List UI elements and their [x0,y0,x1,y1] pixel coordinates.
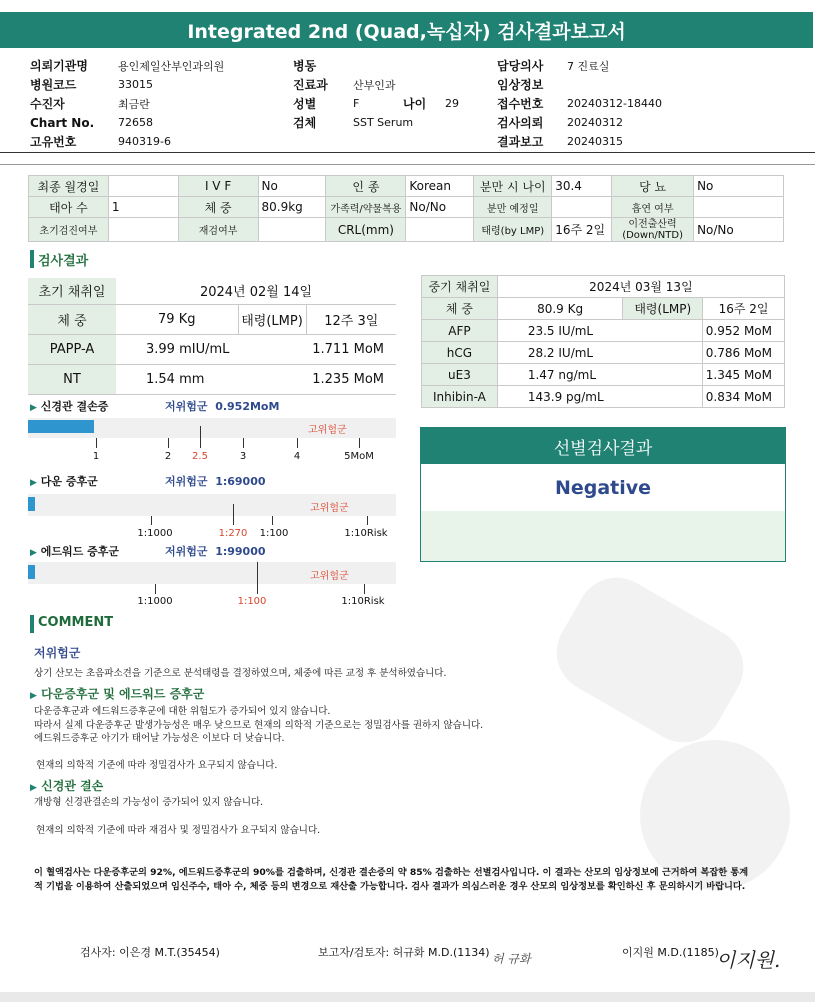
cell-value: 30.4 [552,176,612,197]
high-risk-label: 고위험군 [308,425,347,436]
page-bottom-strip [0,992,815,1002]
cell-label: 체 중 [28,304,116,334]
down-title-text: 다운증후군 및 에드워드 증후군 [41,687,205,701]
cell-value [108,218,178,242]
cell-value: 16주 2일 [703,298,785,320]
cell-value: 79 Kg [116,304,238,334]
cell-label: 태령(by LMP) [474,218,552,242]
cell-value: 12주 3일 [306,304,396,334]
cell-value: No/No [694,218,784,242]
risk-number: 0.952MoM [215,400,280,413]
cell-value: 1.711 MoM [306,334,396,364]
cell-label: 분만 시 나이 [474,176,552,197]
tick-mark [257,562,258,594]
tick-label-cutoff: 2.5 [192,451,208,462]
table-row [28,304,396,334]
header-label: 고유번호 [30,135,77,149]
header-col2 [293,56,493,132]
cell-value: 16주 2일 [552,218,612,242]
header-value: 20240312 [567,116,623,129]
risk-number: 1:99000 [215,545,266,558]
cell-value: 80.9kg [258,197,326,218]
table-row [29,197,784,218]
age-label: 나이 [403,97,427,111]
header-divider [0,164,815,165]
tick-label: 5MoM [344,451,374,462]
ntd-title-text: 신경관 결손 [41,779,104,793]
risk-track-edward [28,562,396,584]
cell-label: 초기검진여부 [29,218,109,242]
ntd-text [34,796,320,837]
triangle-icon: ▶ [30,403,37,413]
header-col3 [497,56,797,151]
comment-title: COMMENT [38,615,114,630]
risk-header-down [30,473,98,489]
risk-header-edward [30,543,119,559]
cell-value: 0.952 MoM [703,320,785,342]
tick-label-cutoff: 1:100 [237,596,267,607]
comment-line: 에드워드증후군 아기가 태어날 가능성은 이보다 더 낮습니다. [34,733,285,744]
comment-line: 현재의 의학적 기준에 따라 재검사 및 정밀검사가 요구되지 않습니다. [36,824,321,836]
tester-signature: 검사자: 이은경 M.T.(35454) [80,946,220,959]
early-result-table [28,278,396,395]
tick-label: 3 [239,451,247,462]
header-value: 산부인과 [353,78,396,92]
cell-value: No/No [406,197,474,218]
tick-mark [272,516,273,525]
tick-mark [233,504,234,525]
comment-line: 다운증후군과 에드워드증후군에 대한 위험도가 증가되어 있지 않습니다. [34,706,331,717]
cell-label: 태령(LMP) [238,304,306,334]
table-row [29,176,784,197]
cell-label: 체 중 [422,298,498,320]
header-value: 72658 [118,116,153,129]
header-value: 20240312-18440 [567,97,662,110]
cell-value: Korean [406,176,474,197]
cell-value: 23.5 IU/mL [497,320,702,342]
section-marker [30,250,34,268]
section-title: 검사결과 [38,254,89,269]
tick-mark [297,438,298,448]
ntd-title [30,777,103,794]
header-label: Chart No. [30,115,95,130]
screening-title: 선별검사결과 [421,428,785,464]
cell-label: 이전출산력 (Down/NTD) [612,218,694,242]
tick-mark [367,516,368,525]
risk-fill-edward [28,565,35,579]
header-label: 임상정보 [497,78,544,92]
tick-mark [364,584,365,594]
cell-value [552,197,612,218]
header-label: 진료과 [293,78,328,92]
tick-mark [243,438,244,448]
risk-label: 저위험군 [165,545,208,558]
low-risk-text: 상기 산모는 초음파소견을 기준으로 분석태령을 결정하였으며, 체중에 따른 교정 후 분석하였습니다. [34,668,447,679]
risk-fill-ntd [28,420,94,433]
header-value: 용인제일산부인과의원 [118,59,225,73]
risk-fill-down [28,497,35,511]
high-risk-label: 고위험군 [310,503,349,514]
header-col1 [30,56,290,151]
risk-value-ntd [165,398,279,414]
cell-label: PAPP-A [28,334,116,364]
reviewer-handwritten-sign: 허 규화 [492,952,531,966]
tick-mark [200,426,201,448]
cell-label: 체 중 [178,197,258,218]
header-label: 병동 [293,59,317,73]
table-row [422,298,785,320]
screening-result: Negative [554,476,652,499]
cell-value: 0.834 MoM [703,386,785,408]
cell-label: NT [28,364,116,394]
tick-mark [155,584,156,594]
cell-label: 가족력/약물복용 [326,197,406,218]
footnote-line: 이 혈액검사는 다운증후군의 92%, 에드워드증후군의 90%를 검출하며, 신경관 결손증의 약 85% 검출하는 선별검사입니다. 이 결과는 산모의 임상정보에 근거하여 복잡한 통계 [34,867,749,878]
section-marker [30,615,34,633]
tick-label: 4 [293,451,301,462]
risk-number: 1:69000 [215,475,266,488]
cell-label: 태령(LMP) [623,298,703,320]
tick-mark [96,438,97,448]
table-row [28,278,396,304]
header-label: 검체 [293,116,317,130]
tick-label: 2 [164,451,172,462]
cell-label: CRL(mm) [326,218,406,242]
tick-mark [359,438,360,448]
header-value: 33015 [118,78,153,91]
age-value: 29 [445,97,459,110]
tick-label: 1:100 [259,528,289,539]
doctor-handwritten-sign: 이지원. [716,948,781,972]
triangle-icon: ▶ [30,783,37,793]
header-value: 7 진료실 [567,59,610,73]
patient-info-table [28,175,784,242]
cell-value: 2024년 03월 13일 [497,276,784,298]
cell-label: Inhibin-A [422,386,498,408]
risk-header-ntd [30,398,108,414]
cell-label: 흡연 여부 [612,197,694,218]
cell-label: uE3 [422,364,498,386]
high-risk-label: 고위험군 [310,571,349,582]
cell-value: No [694,176,784,197]
cell-value: 1.235 MoM [306,364,396,394]
header-label: 담당의사 [497,59,544,73]
table-row [422,342,785,364]
header-value: SST Serum [353,116,414,129]
cell-value [108,176,178,197]
triangle-icon: ▶ [30,548,37,558]
cell-label: 분만 예정일 [474,197,552,218]
down-text [34,705,483,772]
cell-value: 1.47 ng/mL [497,364,702,386]
header-label: 병원코드 [30,78,77,92]
cell-label: 태아 수 [29,197,109,218]
risk-track-ntd [28,418,396,438]
header-value: 최금란 [118,97,150,111]
risk-name: 신경관 결손증 [40,400,109,413]
cell-value [694,197,784,218]
cell-label: 초기 채취일 [28,278,116,304]
header-label: 의뢰기관명 [30,59,88,73]
header-value: 20240315 [567,135,623,148]
mid-result-table [421,275,785,408]
cell-label: 최종 월경일 [29,176,109,197]
cell-value: 3.99 mIU/mL [116,334,306,364]
comment-line: 현재의 의학적 기준에 따라 정밀검사가 요구되지 않습니다. [36,759,278,771]
cell-value [258,218,326,242]
tick-label: 1:1000 [137,596,173,607]
down-edward-title [30,685,204,702]
screening-result-box [420,427,786,562]
report-title: Integrated 2nd (Quad,녹십자) 검사결과보고서 [0,12,813,48]
cell-value [406,218,474,242]
tick-label-cutoff: 1:270 [218,528,248,539]
tick-mark [168,438,169,448]
table-row [422,386,785,408]
header-value: F [353,97,360,110]
triangle-icon: ▶ [30,691,37,701]
triangle-icon: ▶ [30,478,37,488]
tick-mark [151,516,152,525]
risk-track-down [28,494,396,516]
low-risk-title: 저위험군 [34,646,81,660]
cell-value: No [258,176,326,197]
tick-label: 1 [92,451,100,462]
table-row [422,276,785,298]
screening-footer [421,511,785,561]
cell-value: 1 [108,197,178,218]
risk-name: 에드워드 증후군 [40,545,119,558]
cell-label: AFP [422,320,498,342]
table-row [29,218,784,242]
cell-value: 28.2 IU/mL [497,342,702,364]
table-row [422,364,785,386]
table-row [28,334,396,364]
footnote [34,866,794,894]
risk-value-down [165,473,266,489]
reviewer-signature: 보고자/검토자: 허규화 M.D.(1134) [318,946,490,959]
risk-label: 저위험군 [165,400,208,413]
cell-value: 2024년 02월 14일 [116,278,396,304]
header-label: 접수번호 [497,97,544,111]
table-row [422,320,785,342]
header-value: 940319-6 [118,135,171,148]
cell-value: 0.786 MoM [703,342,785,364]
watermark-shape [542,563,758,757]
risk-label: 저위험군 [165,475,208,488]
cell-label: I V F [178,176,258,197]
cell-label: 재검여부 [178,218,258,242]
comment-line: 따라서 실제 다운증후군 발생가능성은 매우 낮으므로 현재의 의학적 기준으로는 정밀검사를 권하지 않습니다. [34,719,484,731]
cell-value: 80.9 Kg [497,298,623,320]
risk-value-edward [165,543,266,559]
cell-label: 중기 채취일 [422,276,498,298]
footnote-line: 적 기법을 이용하여 산출되었으며 임신주수, 태아 수, 체중 등의 변경으로 재산출 가능합니다. 검사 결과가 의심스러운 경우 산모의 임상정보를 확인하신 후 문의하시기 바랍니다. [34,881,746,892]
cell-value: 143.9 pg/mL [497,386,702,408]
table-row [28,364,396,394]
header-label: 결과보고 [497,135,544,149]
cell-label: hCG [422,342,498,364]
tick-label: 1:10Risk [341,596,385,607]
cell-label: 당 뇨 [612,176,694,197]
cell-value: 1.54 mm [116,364,306,394]
doctor-signature: 이지원 M.D.(1185) [622,946,719,959]
risk-name: 다운 증후군 [40,475,98,488]
comment-line: 개방형 신경관결손의 가능성이 증가되어 있지 않습니다. [34,797,264,808]
header-label: 수진자 [30,97,65,111]
tick-label: 1:10Risk [344,528,388,539]
tick-label: 1:1000 [137,528,173,539]
cell-label: 인 종 [326,176,406,197]
cell-value: 1.345 MoM [703,364,785,386]
header-label: 검사의뢰 [497,116,544,130]
header-divider [0,152,815,153]
header-label: 성별 [293,97,317,111]
